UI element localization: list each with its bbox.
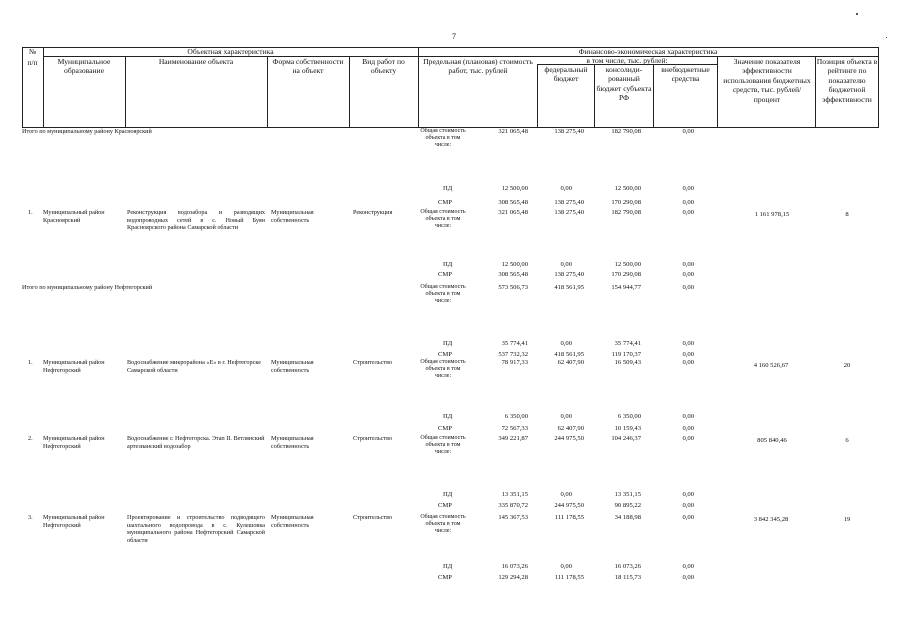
object-total-label: Общая стоимость объекта в том числе:: [420, 359, 466, 380]
object-ownership: Муниципальная собственность: [271, 209, 314, 224]
object-pd-extra: 0,00: [682, 261, 694, 268]
total-pd-fed: 0,00: [560, 340, 572, 347]
header-num: №: [28, 47, 37, 56]
object-pd-fed: 0,00: [560, 261, 572, 268]
object-smr-cost: 335 870,72: [498, 502, 528, 509]
object-pd-label: ПД: [443, 563, 453, 570]
header-cost: Предельная (плановая) стоимость работ, тыс. рублей: [423, 57, 533, 76]
object-smr-label: СМР: [438, 574, 452, 581]
total-cons: 154 944,77: [611, 284, 641, 291]
object-pd-extra: 0,00: [682, 413, 694, 420]
header-municipality: Муниципальное образование: [57, 57, 111, 76]
object-smr-cons: 18 115,73: [614, 574, 641, 581]
total-pd-fed: 0,00: [560, 185, 572, 192]
total-smr-label: СМР: [438, 351, 452, 358]
object-smr-cost: 129 294,28: [498, 574, 528, 581]
object-ownership: Муниципальная собственность: [271, 359, 314, 374]
object-smr-fed: 244 975,50: [554, 502, 584, 509]
object-municipality: Муниципальный район Нефтегорский: [43, 359, 105, 374]
header-extrabudget: внебюджетные средства: [661, 65, 710, 84]
object-total-label: Общая стоимость объекта в том числе:: [420, 435, 466, 456]
object-smr-cost: 72 567,33: [501, 425, 528, 432]
object-total-label: Общая стоимость объекта в том числе:: [420, 514, 466, 535]
object-pd-cons: 6 350,00: [617, 413, 641, 420]
total-smr-fed: 138 275,40: [554, 199, 584, 206]
header-num2: п/п: [27, 58, 38, 67]
header-group-object: Объектная характеристика: [187, 47, 274, 56]
total-smr-cons: 119 170,37: [611, 351, 641, 358]
object-rank: 8: [845, 211, 849, 218]
object-pd-label: ПД: [443, 491, 453, 498]
total-pd-cost: 12 500,00: [501, 185, 528, 192]
total-cost: 321 065,48: [498, 128, 528, 135]
object-smr-fed: 138 275,40: [554, 271, 584, 278]
total-cost-label: Общая стоимость объекта в том числе:: [420, 284, 466, 305]
object-pd-cost: 12 500,00: [501, 261, 528, 268]
object-total-extra: 0,00: [682, 514, 694, 521]
total-smr-fed: 418 561,95: [554, 351, 584, 358]
total-cost: 573 506,73: [498, 284, 528, 291]
object-name: Водоснабжение г. Нефтегорска. Этап II. Ветлянский артезианский водозабор: [127, 435, 265, 450]
object-pd-extra: 0,00: [682, 491, 694, 498]
total-fed: 138 275,40: [554, 128, 584, 135]
object-total-cost: 349 221,87: [498, 435, 528, 442]
object-total-extra: 0,00: [682, 435, 694, 442]
object-name: Реконструкция водозабора и разводящих водопроводных сетей в с. Новый Буян Красноярского района Самарской области: [127, 209, 265, 232]
object-pd-cost: 16 073,26: [501, 563, 528, 570]
total-pd-label: ПД: [443, 185, 453, 192]
object-municipality: Муниципальный район Нефтегорский: [43, 514, 105, 529]
object-smr-extra: 0,00: [682, 502, 694, 509]
object-total-cons: 16 509,43: [614, 359, 641, 366]
total-pd-cons: 35 774,41: [614, 340, 641, 347]
total-smr-cost: 308 565,48: [498, 199, 528, 206]
object-efficiency: 805 840,46: [757, 437, 787, 444]
object-municipality: Муниципальный район Красноярский: [43, 209, 105, 224]
header-ownership: Форма собственности на объект: [272, 57, 344, 76]
object-total-extra: 0,00: [682, 209, 694, 216]
object-total-cons: 34 188,98: [614, 514, 641, 521]
object-pd-cons: 16 073,26: [614, 563, 641, 570]
header-work-type: Вид работ по объекту: [362, 57, 405, 76]
object-smr-extra: 0,00: [682, 425, 694, 432]
object-pd-cons: 13 351,15: [614, 491, 641, 498]
object-total-cons: 182 790,08: [611, 209, 641, 216]
total-smr-cost: 537 732,32: [498, 351, 528, 358]
object-smr-fed: 111 178,55: [554, 574, 584, 581]
total-cons: 182 790,08: [611, 128, 641, 135]
object-smr-cons: 90 895,22: [614, 502, 641, 509]
total-pd-cons: 12 500,00: [614, 185, 641, 192]
object-total-fed: 62 407,90: [557, 359, 584, 366]
object-municipality: Муниципальный район Нефтегорский: [43, 435, 105, 450]
total-smr-extra: 0,00: [682, 199, 694, 206]
header-group-finance: Финансово-экономическая характеристика: [578, 47, 718, 56]
total-pd-extra: 0,00: [682, 340, 694, 347]
object-num: 1.: [28, 209, 33, 216]
header-rank: Позиция объекта в рейтинге по показателю бюджетной эффективности: [816, 57, 878, 104]
object-rank: 19: [843, 516, 851, 523]
total-pd-label: ПД: [443, 340, 453, 347]
object-ownership: Муниципальная собственность: [271, 514, 314, 529]
object-smr-label: СМР: [438, 502, 452, 509]
object-total-fed: 138 275,40: [554, 209, 584, 216]
object-num: 3.: [28, 514, 33, 521]
object-smr-extra: 0,00: [682, 271, 694, 278]
object-smr-cons: 10 159,43: [614, 425, 641, 432]
object-work: Строительство: [353, 435, 393, 442]
total-smr-label: СМР: [438, 199, 452, 206]
object-efficiency: 1 161 978,15: [754, 211, 790, 218]
total-extra: 0,00: [682, 128, 694, 135]
object-smr-cons: 170 290,08: [611, 271, 641, 278]
object-work: Строительство: [353, 514, 393, 521]
scan-dot: [856, 13, 858, 15]
object-pd-fed: 0,00: [560, 491, 572, 498]
header-efficiency: Значение показателя эффективности использования бюджетных средств, тыс. рублей/процент: [723, 57, 811, 104]
object-efficiency: 3 842 345,28: [753, 516, 789, 523]
header-incl: в том числе, тыс. рублей:: [586, 56, 668, 65]
object-total-fed: 244 975,50: [554, 435, 584, 442]
object-work: Строительство: [353, 359, 393, 366]
total-title: Итого по муниципальному району Нефтегорский: [22, 284, 153, 291]
total-smr-extra: 0,00: [682, 351, 694, 358]
object-work: Реконструкция: [353, 209, 393, 216]
total-fed: 418 561,95: [554, 284, 584, 291]
object-rank: 6: [845, 437, 849, 444]
object-total-cost: 78 917,33: [501, 359, 528, 366]
total-pd-extra: 0,00: [682, 185, 694, 192]
object-smr-label: СМР: [438, 425, 452, 432]
object-total-fed: 111 178,55: [554, 514, 584, 521]
object-pd-extra: 0,00: [682, 563, 694, 570]
total-cost-label: Общая стоимость объекта в том числе:: [420, 128, 466, 149]
header-consolidated: консолиди-рованный бюджет субъекта РФ: [596, 65, 652, 103]
object-num: 1.: [28, 359, 33, 366]
object-efficiency: 4 160 526,67: [753, 362, 789, 369]
object-pd-fed: 0,00: [560, 413, 572, 420]
scan-dot-2: [886, 37, 887, 38]
object-total-extra: 0,00: [682, 359, 694, 366]
total-extra: 0,00: [682, 284, 694, 291]
object-pd-label: ПД: [443, 261, 453, 268]
object-name: Водоснабжение микрорайона «Е» в г. Нефтегорске Самарской области: [127, 359, 261, 374]
object-name: Проектирование и строительство подводящего шахтального водопровода в с. Кулешовка муниципального района Нефтегорский Самарской области: [127, 514, 265, 544]
total-title: Итого по муниципальному району Красноярский: [22, 128, 152, 135]
object-smr-cost: 308 565,48: [498, 271, 528, 278]
object-ownership: Муниципальная собственность: [271, 435, 314, 450]
object-total-cons: 104 246,37: [611, 435, 641, 442]
object-smr-extra: 0,00: [682, 574, 694, 581]
object-total-cost: 321 065,48: [498, 209, 528, 216]
page-number: 7: [452, 32, 456, 41]
object-pd-fed: 0,00: [560, 563, 572, 570]
object-pd-cost: 13 351,15: [501, 491, 528, 498]
header-federal: федеральный бюджет: [544, 65, 588, 84]
object-smr-label: СМР: [438, 271, 452, 278]
object-pd-cons: 12 500,00: [614, 261, 641, 268]
object-total-label: Общая стоимость объекта в том числе:: [420, 209, 466, 230]
total-pd-cost: 35 774,41: [501, 340, 528, 347]
total-smr-cons: 170 290,08: [611, 199, 641, 206]
object-pd-cost: 6 350,00: [504, 413, 528, 420]
header-object-name: Наименование объекта: [158, 57, 234, 66]
object-num: 2.: [28, 435, 33, 442]
object-total-cost: 145 367,53: [498, 514, 528, 521]
object-rank: 20: [843, 362, 851, 369]
object-smr-fed: 62 407,90: [557, 425, 584, 432]
object-pd-label: ПД: [443, 413, 453, 420]
